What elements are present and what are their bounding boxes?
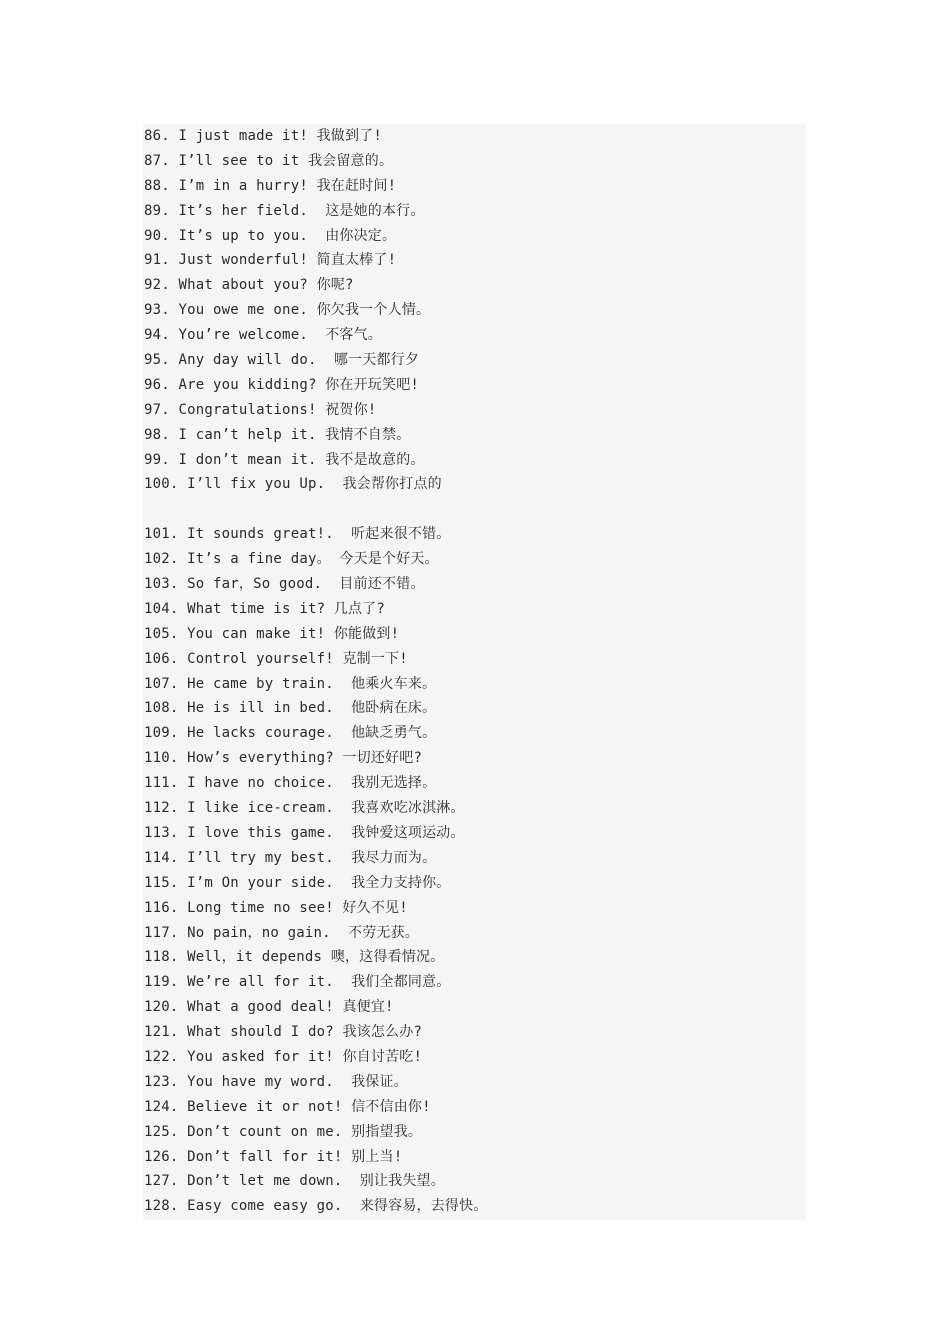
phrase-line: 96. Are you kidding? 你在开玩笑吧! [144, 376, 420, 393]
phrase-line: 113. I love this game. 我钟爱这项运动。 [144, 824, 465, 841]
phrase-line: 101. It sounds great!. 听起来很不错。 [144, 526, 451, 543]
phrase-line: 102. It’s a fine day。 今天是个好天。 [144, 551, 439, 568]
phrase-line: 122. You asked for it! 你自讨苦吃! [144, 1048, 423, 1065]
phrase-line: 93. You owe me one. 你欠我一个人情。 [144, 302, 431, 319]
phrase-line: 88. I’m in a hurry! 我在赶时间! [144, 177, 397, 194]
phrase-line: 91. Just wonderful! 简直太棒了! [144, 252, 397, 269]
phrase-line: 98. I can’t help it. 我情不自禁。 [144, 426, 411, 443]
phrase-line: 99. I don’t mean it. 我不是故意的。 [144, 451, 425, 468]
phrase-line: 115. I’m On your side. 我全力支持你。 [144, 874, 451, 891]
phrase-line: 119. We’re all for it. 我们全都同意。 [144, 974, 451, 991]
phrase-line: 116. Long time no see! 好久不见! [144, 899, 408, 916]
phrase-line: 103. So far，So good. 目前还不错。 [144, 576, 425, 593]
phrase-line: 89. It’s her field. 这是她的本行。 [144, 202, 425, 219]
phrase-line: 90. It’s up to you. 由你决定。 [144, 227, 397, 244]
phrase-line: 107. He came by train. 他乘火车来。 [144, 675, 437, 692]
phrase-line: 108. He is ill in bed. 他卧病在床。 [144, 700, 437, 717]
phrase-line: 121. What should I do? 我该怎么办? [144, 1024, 423, 1041]
phrase-line: 127. Don’t let me down. 别让我失望。 [144, 1173, 445, 1190]
phrase-line: 120. What a good deal! 真便宜! [144, 999, 394, 1016]
phrase-line: 92. What about you? 你呢? [144, 277, 354, 294]
phrase-line: 123. You have my word. 我保证。 [144, 1073, 408, 1090]
phrase-line: 95. Any day will do. 哪一天都行夕 [144, 352, 420, 369]
phrase-line: 118. Well，it depends 噢，这得看情况。 [144, 949, 445, 966]
phrase-line: 117. No pain，no gain. 不劳无获。 [144, 924, 420, 941]
phrase-list [144, 124, 804, 1219]
phrase-line: 87. I’ll see to it 我会留意的。 [144, 152, 394, 169]
phrase-line: 110. How’s everything? 一切还好吧? [144, 750, 423, 767]
phrase-line: 94. You’re welcome. 不客气。 [144, 327, 383, 344]
blank-line [144, 497, 804, 522]
phrase-line: 124. Believe it or not! 信不信由你! [144, 1098, 431, 1115]
phrase-line: 100. I’ll fix you Up. 我会帮你打点的 [144, 476, 442, 493]
phrase-line: 126. Don’t fall for it! 别上当! [144, 1148, 403, 1165]
phrase-line: 111. I have no choice. 我别无选择。 [144, 775, 437, 792]
phrase-line: 128. Easy come easy go. 来得容易，去得快。 [144, 1198, 488, 1215]
phrase-line: 106. Control yourself! 克制一下! [144, 650, 408, 667]
phrase-line: 109. He lacks courage. 他缺乏勇气。 [144, 725, 437, 742]
phrase-line: 125. Don’t count on me. 别指望我。 [144, 1123, 423, 1140]
phrase-line: 104. What time is it? 几点了? [144, 600, 386, 617]
phrase-line: 105. You can make it! 你能做到! [144, 625, 400, 642]
phrase-line: 97. Congratulations! 祝贺你! [144, 401, 377, 418]
phrase-line: 114. I’ll try my best. 我尽力而为。 [144, 849, 437, 866]
phrase-line: 112. I like ice-cream. 我喜欢吃冰淇淋。 [144, 800, 465, 817]
phrase-line: 86. I just made it! 我做到了! [144, 128, 383, 144]
